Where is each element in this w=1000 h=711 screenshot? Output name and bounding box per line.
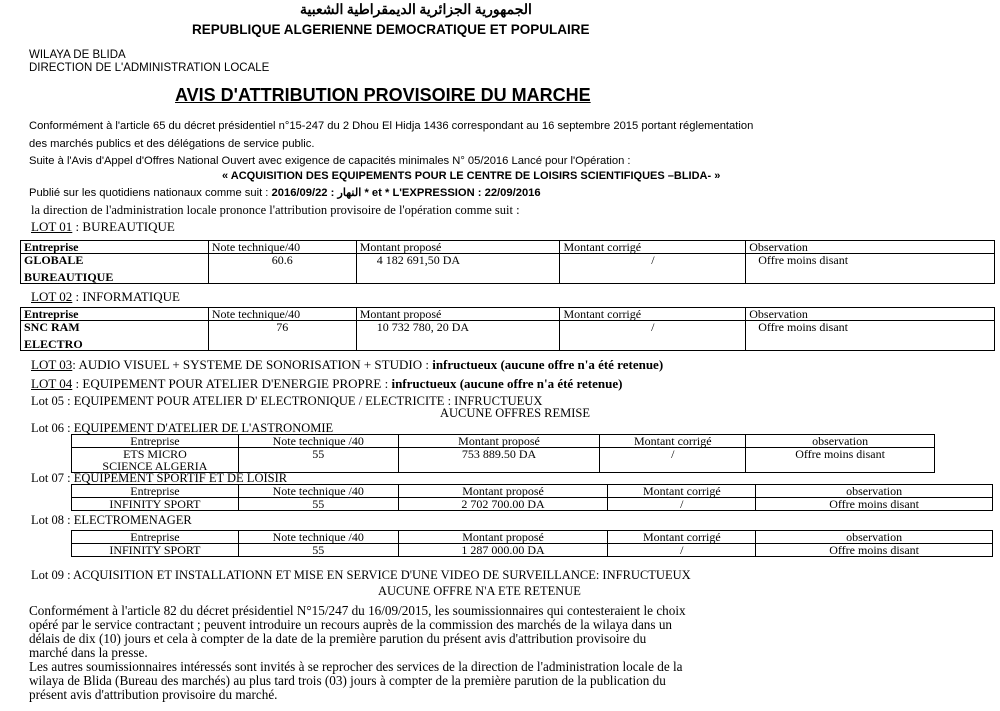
footer-p1-line-4: marché dans la presse. xyxy=(29,645,148,660)
arabic-title: الجمهورية الجزائرية الديمقراطية الشعبية xyxy=(300,3,532,18)
company-cell xyxy=(21,321,209,351)
lot-02-label: LOT 02 xyxy=(31,289,73,304)
amount-cell: 753 889.50 DA xyxy=(398,448,600,473)
table-row xyxy=(72,498,993,511)
footer-p2-line-2: wilaya de Blida (Bureau des marchés) au plus tard trois (03) jours à compter de la première parution de la publication du xyxy=(29,673,666,688)
header-montant: Montant proposé xyxy=(398,531,608,544)
header-note: Note technique/40 xyxy=(208,308,356,321)
header-note: Note technique /40 xyxy=(238,531,398,544)
amount-cell: 4 182 691,50 DA xyxy=(356,254,560,284)
header-observation: observation xyxy=(746,435,935,448)
lot-07-heading: Lot 07 : EQUIPEMENT SPORTIF ET DE LOISIR xyxy=(31,471,288,485)
header-corrige: Montant corrigé xyxy=(608,531,756,544)
table-row xyxy=(72,448,935,473)
footer-p1-line-3: délais de dix (10) jours et cela à compter de la date de la première parution du présent avis d'attribution provisoire du xyxy=(29,631,647,646)
header-entreprise: Entreprise xyxy=(21,241,209,254)
corrected-cell: / xyxy=(560,321,746,351)
company-line-1: SNC RAM xyxy=(24,320,80,334)
footer-p1-line-1: Conformément à l'article 82 du décret présidentiel N°15/247 du 16/09/2015, les soumissionnaires qui contesteraient le choix xyxy=(29,603,686,618)
footer-p2-line-1: Les autres soumissionnaires intéressés sont invités à se reprocher des services de la direction de l'administration locale de la xyxy=(29,659,683,674)
intro-line-1: Conformément à l'article 65 du décret présidentiel n°15-247 du 2 Dhou El Hidja 1436 correspondant au 16 septembre 2015 portant réglementation xyxy=(29,120,754,132)
lot-03-label: LOT 03 xyxy=(31,357,73,372)
company-cell xyxy=(21,254,209,284)
company-line-2: SCIENCE ALGERIA xyxy=(102,459,208,473)
header-corrige: Montant corrigé xyxy=(560,308,746,321)
company-line-2: ELECTRO xyxy=(24,337,83,351)
header-montant: Montant proposé xyxy=(398,485,608,498)
table-row xyxy=(21,321,995,351)
published-expression: et * L'EXPRESSION : 22/09/2016 xyxy=(368,187,541,199)
amount-cell: 10 732 780, 20 DA xyxy=(356,321,560,351)
lot-09-line-2: AUCUNE OFFRE N'A ETE RETENUE xyxy=(378,584,581,598)
table-row xyxy=(21,254,995,284)
company-cell: INFINITY SPORT xyxy=(72,544,239,557)
intro-line-2: des marchés publics et des délégations de service public. xyxy=(29,138,315,150)
header-montant: Montant proposé xyxy=(398,435,600,448)
corrected-cell: / xyxy=(608,544,756,557)
operation-title: « ACQUISITION DES EQUIPEMENTS POUR LE CENTRE DE LOISIRS SCIENTIFIQUES –BLIDA- » xyxy=(222,170,721,182)
lot-04-label: LOT 04 xyxy=(31,376,73,391)
wilaya-name: WILAYA DE BLIDA xyxy=(29,49,126,61)
corrected-cell: / xyxy=(560,254,746,284)
observation-cell: Offre moins disant xyxy=(746,321,995,351)
footer-p2-line-3: présent avis d'attribution provisoire du marché. xyxy=(29,687,278,702)
company-line-1: GLOBALE xyxy=(24,253,84,267)
header-entreprise: Entreprise xyxy=(72,531,239,544)
company-cell xyxy=(72,448,239,473)
table-header-row xyxy=(72,531,993,544)
lot-04-status: infructueux (aucune offre n'a été retenue) xyxy=(391,376,623,391)
table-header-row xyxy=(21,308,995,321)
observation-cell: Offre moins disant xyxy=(756,544,993,557)
lot-08-heading: Lot 08 : ELECTROMENAGER xyxy=(31,513,192,527)
lot-02-name: : INFORMATIQUE xyxy=(72,289,180,304)
table-header-row xyxy=(21,241,995,254)
lot-08-table xyxy=(71,530,993,557)
header-corrige: Montant corrigé xyxy=(600,435,746,448)
header-note: Note technique/40 xyxy=(208,241,356,254)
republic-title: REPUBLIQUE ALGERIENNE DEMOCRATIQUE ET POPULAIRE xyxy=(192,22,590,37)
corrected-cell: / xyxy=(600,448,746,473)
corrected-cell: / xyxy=(608,498,756,511)
lot-02-table xyxy=(20,307,995,351)
lot-04-line xyxy=(31,376,622,392)
header-corrige: Montant corrigé xyxy=(560,241,746,254)
published-prefix: Publié sur les quotidiens nationaux comme suit : xyxy=(29,187,272,199)
observation-cell: Offre moins disant xyxy=(746,448,935,473)
note-cell: 76 xyxy=(208,321,356,351)
header-montant: Montant proposé xyxy=(356,241,560,254)
header-corrige: Montant corrigé xyxy=(608,485,756,498)
lot-03-name: : AUDIO VISUEL + SYSTEME DE SONORISATION + STUDIO : xyxy=(72,357,433,372)
header-observation: observation xyxy=(756,531,993,544)
note-cell: 55 xyxy=(238,498,398,511)
page-title: AVIS D'ATTRIBUTION PROVISOIRE DU MARCHE xyxy=(175,85,591,105)
note-cell: 55 xyxy=(238,544,398,557)
amount-cell: 1 287 000.00 DA xyxy=(398,544,608,557)
direction-name: DIRECTION DE L'ADMINISTRATION LOCALE xyxy=(29,62,270,74)
table-header-row xyxy=(72,485,993,498)
header-entreprise: Entreprise xyxy=(72,435,239,448)
published-date: 2016/09/22 : النهار * xyxy=(271,187,369,199)
lot-03-line xyxy=(31,357,663,373)
amount-cell: 2 702 700.00 DA xyxy=(398,498,608,511)
header-observation: observation xyxy=(756,485,993,498)
company-cell: INFINITY SPORT xyxy=(72,498,239,511)
header-observation: Observation xyxy=(746,241,995,254)
lot-01-name: : BUREAUTIQUE xyxy=(72,219,175,234)
header-entreprise: Entreprise xyxy=(72,485,239,498)
published-line xyxy=(29,186,541,199)
header-montant: Montant proposé xyxy=(356,308,560,321)
lot-05-line-1: Lot 05 : EQUIPEMENT POUR ATELIER D' ELECTRONIQUE / ELECTRICITE : INFRUCTUEUX xyxy=(31,394,543,408)
lot-09-line-1: Lot 09 : ACQUISITION ET INSTALLATIONN ET MISE EN SERVICE D'UNE VIDEO DE SURVEILLANCE: INFRUCTUEUX xyxy=(31,568,691,582)
observation-cell: Offre moins disant xyxy=(746,254,995,284)
lot-05-line-2: AUCUNE OFFRES REMISE xyxy=(440,406,591,420)
note-cell: 55 xyxy=(238,448,398,473)
lot-03-status: infructueux (aucune offre n'a été retenue) xyxy=(432,357,664,372)
lot-02-heading xyxy=(31,289,180,305)
lot-06-table xyxy=(71,434,935,473)
lot-04-name: : EQUIPEMENT POUR ATELIER D'ENERGIE PROPRE : xyxy=(72,376,392,391)
company-line-1: ETS MICRO xyxy=(123,447,187,461)
lot-06-heading: Lot 06 : EQUIPEMENT D'ATELIER DE L'ASTRONOMIE xyxy=(31,421,334,435)
table-row xyxy=(72,544,993,557)
header-note: Note technique /40 xyxy=(238,435,398,448)
observation-cell: Offre moins disant xyxy=(756,498,993,511)
lot-01-label: LOT 01 xyxy=(31,219,73,234)
table-header-row xyxy=(72,435,935,448)
lot-01-heading xyxy=(31,219,175,235)
footer-p1-line-2: opéré par le service contractant ; peuvent introduire un recours auprès de la commission des marchés de la wilaya dans un xyxy=(29,617,673,632)
lot-01-table xyxy=(20,240,995,284)
lot-07-table xyxy=(71,484,993,511)
header-note: Note technique /40 xyxy=(238,485,398,498)
company-line-2: BUREAUTIQUE xyxy=(24,270,114,284)
header-entreprise: Entreprise xyxy=(21,308,209,321)
intro-line-3: Suite à l'Avis d'Appel d'Offres National Ouvert avec exigence de capacités minimales N° 05/2016 Lancé pour l'Opération : xyxy=(29,155,631,167)
header-observation: Observation xyxy=(746,308,995,321)
note-cell: 60.6 xyxy=(208,254,356,284)
pronounce-line: la direction de l'administration locale prononce l'attribution provisoire de l'opération comme suit : xyxy=(31,203,520,217)
